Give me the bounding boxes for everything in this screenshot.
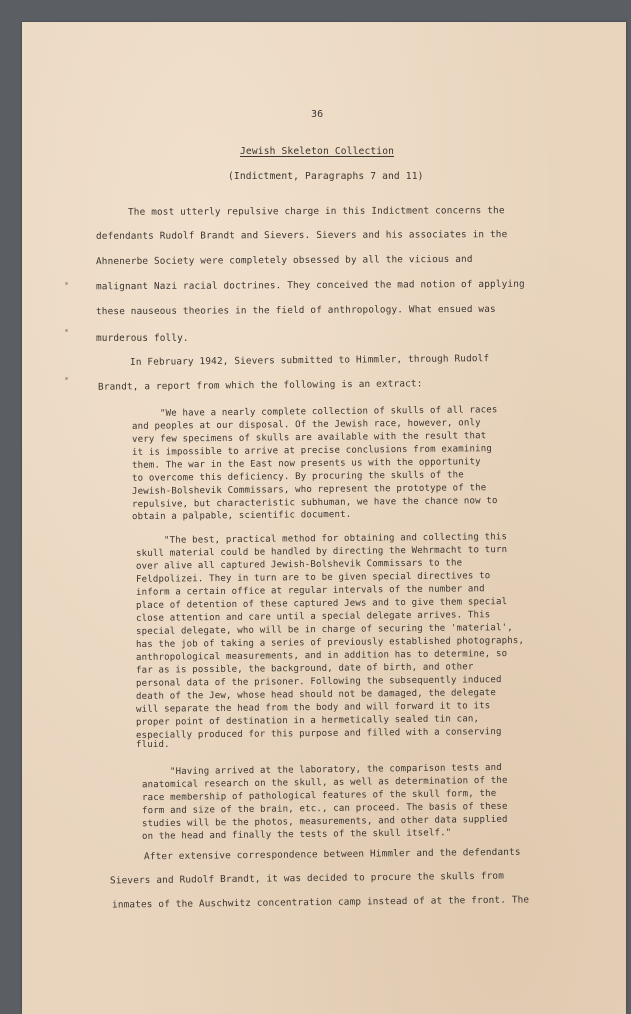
quote-line: has the job of taking a series of previously established photographs, <box>135 635 525 651</box>
quote-line: anatomical research on the skull, as well as determination of the <box>141 775 508 791</box>
quote-line: and peoples at our disposal. Of the Jewish race, however, only <box>131 418 481 432</box>
quote-line: over alive all captured Jewish-Bolshevik Commissars to the <box>135 558 463 572</box>
quote-line: "Having arrived at the laboratory, the comparison tests and <box>169 762 502 778</box>
paragraph-line: inmates of the Auschwitz concentration camp instead of at the front. The <box>111 894 530 911</box>
page-number: 36 <box>311 109 324 120</box>
paragraph-line: murderous folly. <box>96 333 189 344</box>
paragraph-line: malignant Nazi racial doctrines. They conceived the mad notion of applying <box>95 278 525 293</box>
quote-line: inform a certain office at regular intervals of the number and <box>135 584 485 598</box>
quote-line: special delegate, who will be in charge of securing the 'material', <box>135 623 513 637</box>
quote-line: personal data of the prisoner. Following the subsequently induced <box>135 675 502 689</box>
binding-hole-mark <box>65 329 68 332</box>
paragraph-line: these nauseous theories in the field of anthropology. What ensued was <box>95 303 496 318</box>
quote-line: obtain a palpable, scientific document. <box>131 509 352 523</box>
quote-line: fluid. <box>136 740 170 750</box>
quote-line: repulsive, but characteristic subhuman, we have the chance now to <box>131 496 498 510</box>
quote-line: them. The war in the East now presents us with the opportunity <box>131 457 481 471</box>
quote-line: "The best, practical method for obtaining and collecting this <box>163 532 508 546</box>
paragraph-line: Ahnenerbe Society were completely obsessed by all the vicious and <box>95 253 473 268</box>
quote-line: close attention and care until a special delegate arrives. This <box>135 610 491 624</box>
paragraph-line: Brandt, a report from which the following is an extract: <box>97 378 423 393</box>
quote-line: "We have a nearly complete collection of skulls of all races <box>159 405 498 419</box>
quote-line: proper point of destination in a hermetically sealed tin can, <box>135 714 480 728</box>
quote-line: very few specimens of skulls are available with the result that <box>131 431 487 445</box>
quote-line: race membership of pathological features of the skull form, the <box>141 788 497 804</box>
paragraph-line: The most utterly repulsive charge in this Indictment concerns the <box>127 205 505 218</box>
quote-line: far as is possible, the background, date of birth, and other <box>135 662 474 676</box>
binding-hole-mark <box>65 377 68 380</box>
paragraph-line: defendants Rudolf Brandt and Sievers. Sievers and his associates in the <box>95 229 508 242</box>
quote-line: studies will be the photos, measurements, and other data supplied <box>141 814 508 830</box>
paragraph-line: In February 1942, Sievers submitted to Himmler, through Rudolf <box>129 353 490 368</box>
quote-line: death of the Jew, whose head should not be damaged, the delegate <box>135 688 497 702</box>
section-subtitle: (Indictment, Paragraphs 7 and 11) <box>228 171 424 182</box>
quote-line: it is impossible to arrive at precise conclusions from examining <box>131 444 493 458</box>
binding-hole-mark <box>65 282 68 285</box>
quote-line: to overcome this deficiency. By procuring the skulls of the <box>131 470 464 484</box>
quote-line: form and size of the brain, etc., can proceed. The basis of these <box>141 801 508 817</box>
paragraph-line: After extensive correspondence between Himmler and the defendants <box>143 846 521 863</box>
quote-line: Jewish-Bolshevik Commissars, who represent the prototype of the <box>131 483 487 497</box>
quote-line: skull material could be handled by directing the Wehrmacht to turn <box>135 545 508 559</box>
paragraph-line: Sievers and Rudolf Brandt, it was decided to procure the skulls from <box>109 870 505 887</box>
quote-line: Feldpolizei. They in turn are to be given special directives to <box>135 571 491 585</box>
quote-line: anthropological measurements, and in addition has to determine, so <box>135 649 508 663</box>
quote-line: will separate the head from the body and will forward it to its <box>135 701 491 715</box>
quote-line: on the head and finally the tests of the skull itself." <box>141 828 452 842</box>
quote-line: especially produced for this purpose and filled with a conserving <box>135 727 502 741</box>
quote-line: place of detention of these captured Jews and to give them special <box>135 597 508 611</box>
section-title: Jewish Skeleton Collection <box>240 146 395 157</box>
